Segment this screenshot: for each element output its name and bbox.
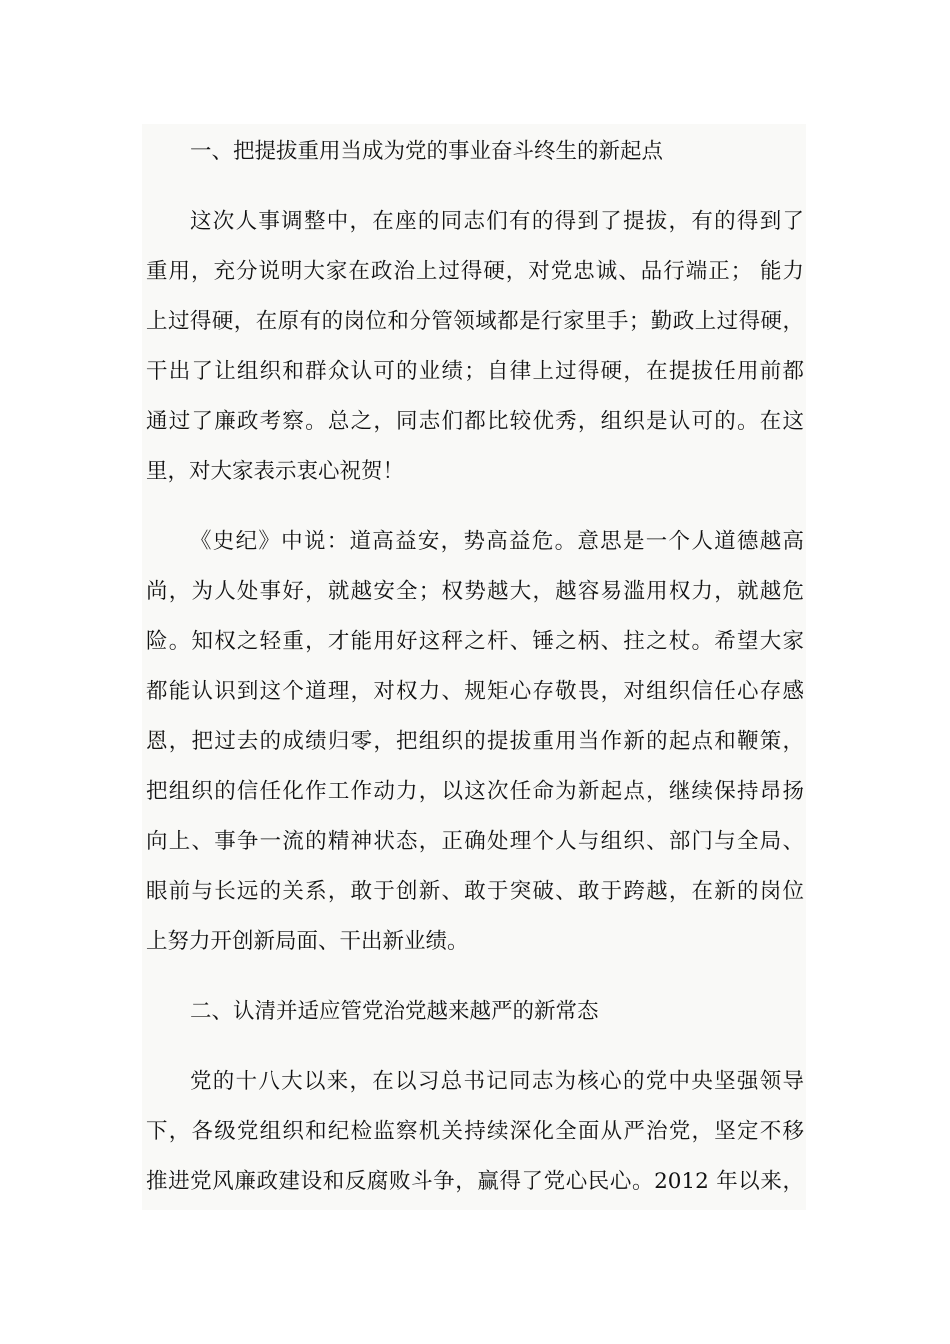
text-line: 把组织的信任化作工作动力，以这次任命为新起点，继续保持昂扬 — [146, 779, 804, 804]
text-line: 上过得硬，在原有的岗位和分管领域都是行家里手；勤政上过得硬， — [146, 309, 804, 334]
section-2-heading: 二、认清并适应管党治党越来越严的新常态 — [190, 999, 599, 1024]
text-line: 重用，充分说明大家在政治上过得硬，对党忠诚、品行端正； 能力 — [146, 259, 804, 284]
text-line: 向上、事争一流的精神状态，正确处理个人与组织、部门与全局、 — [146, 829, 804, 854]
text-line: 险。知权之轻重，才能用好这秤之杆、锤之柄、拄之杖。希望大家 — [146, 629, 804, 654]
text-line: 《史纪》中说：道高益安，势高益危。意思是一个人道德越高 — [190, 529, 804, 554]
text-line: 尚，为人处事好，就越安全；权势越大，越容易滥用权力，就越危 — [146, 579, 804, 604]
section-2-paragraph-1 — [146, 1057, 804, 1207]
section-1-paragraph-1 — [146, 197, 804, 497]
text-line: 推进党风廉政建设和反腐败斗争，赢得了党心民心。2012 年以来， — [146, 1169, 804, 1194]
text-line: 下，各级党组织和纪检监察机关持续深化全面从严治党，坚定不移 — [146, 1119, 804, 1144]
text-line: 通过了廉政考察。总之，同志们都比较优秀，组织是认可的。在这 — [146, 409, 804, 434]
text-line: 眼前与长远的关系，敢于创新、敢于突破、敢于跨越，在新的岗位 — [146, 879, 804, 904]
document-body — [146, 124, 804, 1207]
text-line: 这次人事调整中，在座的同志们有的得到了提拔，有的得到了 — [190, 209, 804, 234]
section-1-paragraph-2 — [146, 517, 804, 967]
section-1-heading: 一、把提拔重用当成为党的事业奋斗终生的新起点 — [190, 139, 664, 164]
text-line: 恩，把过去的成绩归零，把组织的提拔重用当作新的起点和鞭策， — [146, 729, 804, 754]
text-line: 党的十八大以来，在以习总书记同志为核心的党中央坚强领导 — [190, 1069, 804, 1094]
text-line: 上努力开创新局面、干出新业绩。 — [146, 929, 469, 954]
text-line: 里，对大家表示衷心祝贺！ — [146, 459, 405, 484]
text-line: 干出了让组织和群众认可的业绩；自律上过得硬，在提拔任用前都 — [146, 359, 804, 384]
text-line: 都能认识到这个道理，对权力、规矩心存敬畏，对组织信任心存感 — [146, 679, 804, 704]
